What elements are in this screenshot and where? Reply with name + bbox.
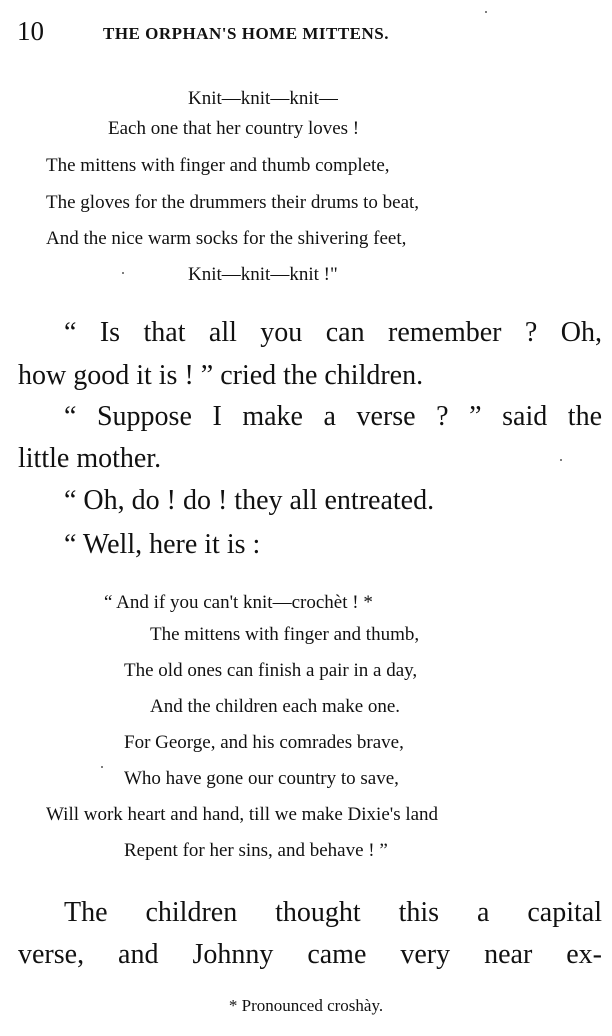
prose-line: “ Suppose I make a verse ? ” said the (64, 401, 602, 432)
page-number: 10 (17, 16, 44, 46)
verse-line: The gloves for the drummers their drums to beat, (46, 192, 420, 213)
print-speck (560, 459, 562, 461)
prose-line: verse, and Johnny came very near ex- (18, 939, 602, 970)
verse-line: Repent for her sins, and behave ! ” (124, 840, 388, 861)
prose-line: how good it is ! ” cried the children. (18, 360, 424, 391)
verse-line: Each one that her country loves ! (108, 118, 360, 139)
running-head: THE ORPHAN'S HOME MITTENS. (103, 24, 389, 43)
prose-line: “ Oh, do ! do ! they all entreated. (64, 485, 435, 516)
prose-line: little mother. (18, 443, 162, 474)
verse-line: For George, and his comrades brave, (124, 732, 404, 753)
print-speck (101, 766, 103, 768)
verse-line: The mittens with finger and thumb, (150, 624, 420, 645)
prose-line: “ Is that all you can remember ? Oh, (64, 317, 602, 348)
prose-line: “ Well, here it is : (64, 529, 261, 560)
verse-line: The old ones can finish a pair in a day, (124, 660, 418, 681)
verse-line: The mittens with finger and thumb complete, (46, 155, 390, 176)
footnote: * Pronounced croshày. (228, 996, 384, 1015)
print-speck (485, 11, 487, 13)
verse-line: Who have gone our country to save, (124, 768, 399, 789)
verse-line: Knit—knit—knit !" (188, 264, 338, 285)
verse-line: And the children each make one. (150, 696, 401, 717)
verse-line: Will work heart and hand, till we make Dixie's land (46, 804, 439, 825)
verse-line: And the nice warm socks for the shivering feet, (46, 228, 407, 249)
verse-line: “ And if you can't knit—crochèt ! * (104, 592, 373, 613)
print-speck (122, 272, 124, 274)
prose-line: The children thought this a capital (64, 897, 602, 928)
verse-line: Knit—knit—knit— (188, 88, 338, 109)
